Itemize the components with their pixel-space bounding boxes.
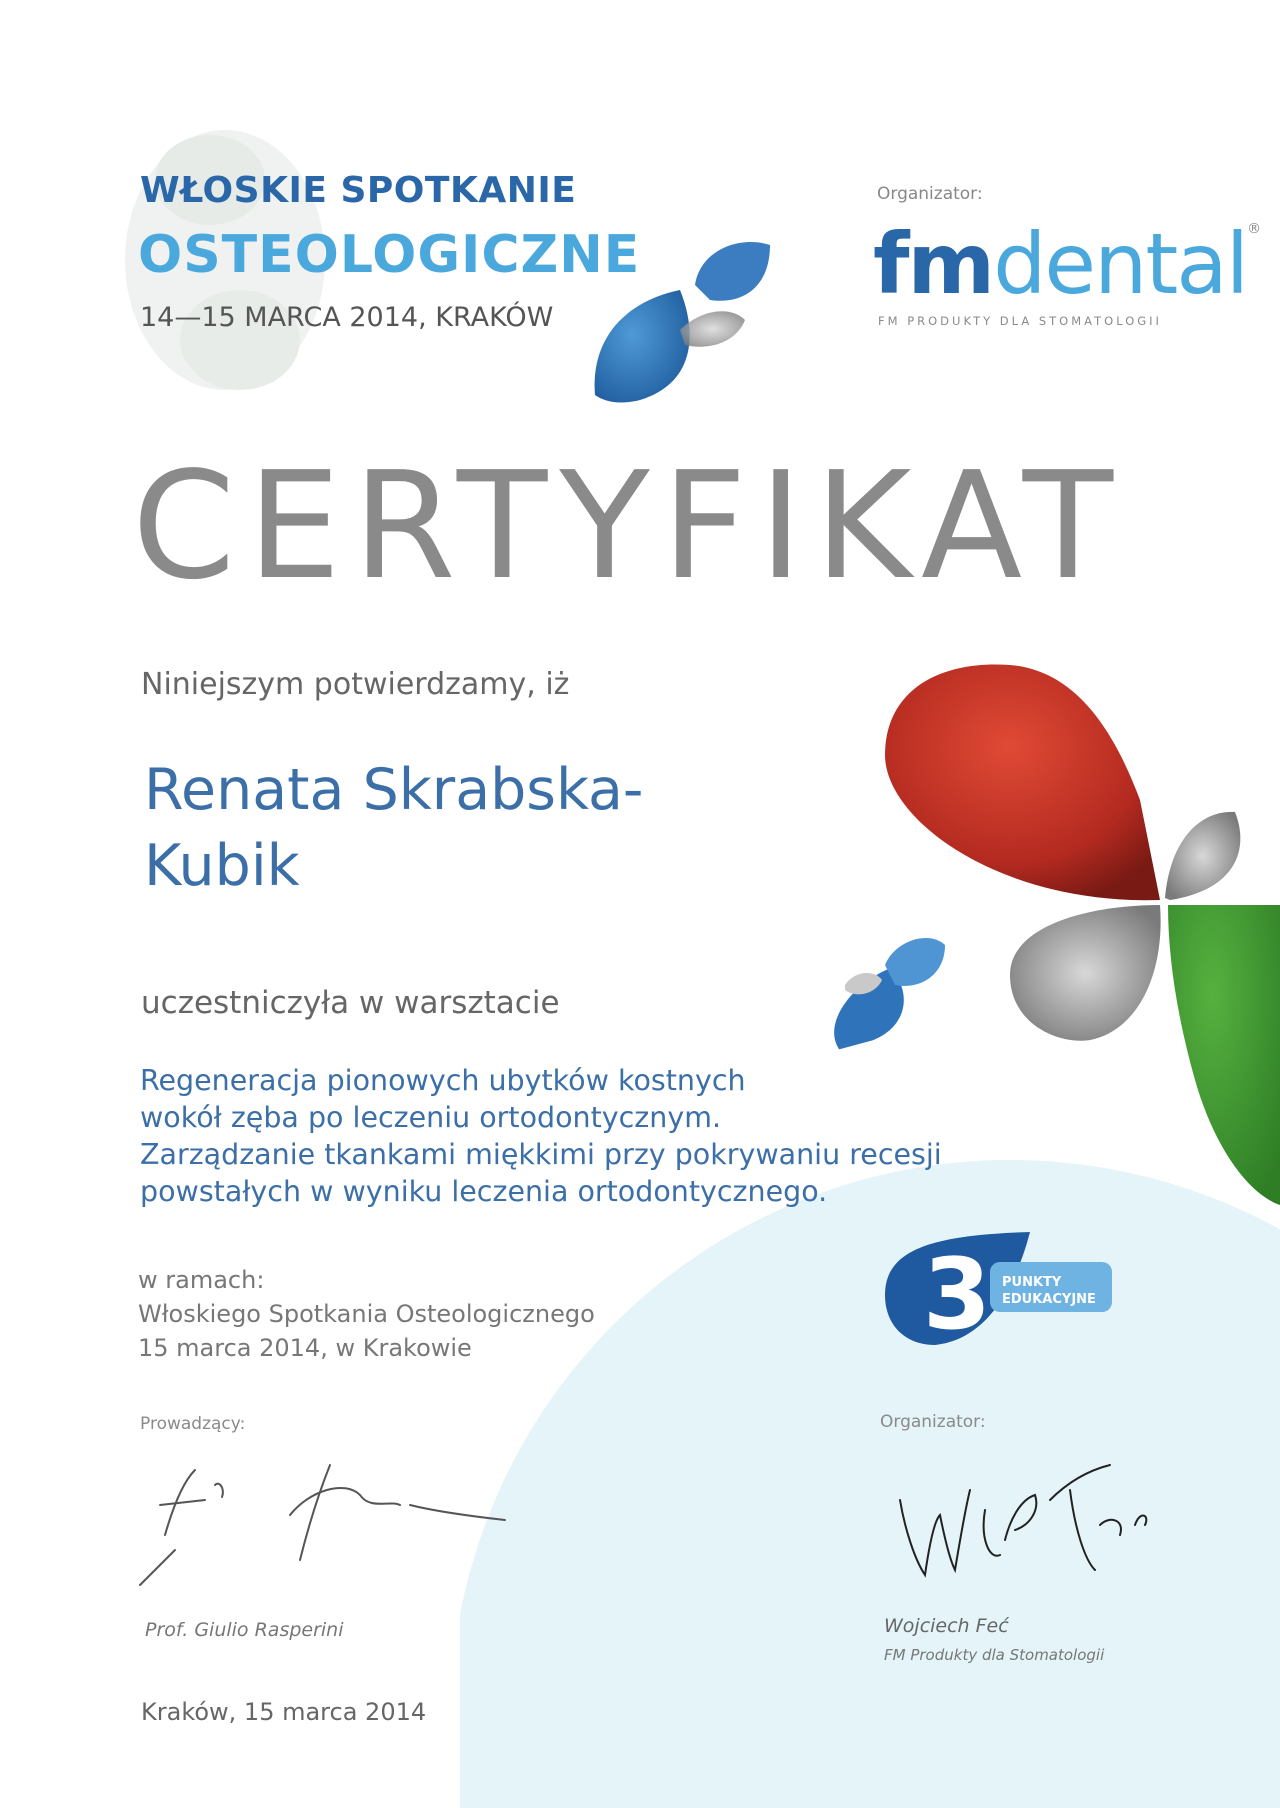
- event-title-line1: WŁOSKIE SPOTKANIE: [140, 170, 577, 211]
- recipient-name-line1: Renata Skrabska-: [144, 757, 644, 823]
- grey-drop-shape-top: [1165, 812, 1240, 900]
- points-label-line2: EDUKACYJNE: [1002, 1292, 1096, 1307]
- logo-subtitle: FM PRODUKTY DLA STOMATOLOGII: [878, 314, 1162, 328]
- event-context: [138, 1263, 595, 1365]
- workshop-line: powstałych w wyniku leczenia ortodontycznego.: [140, 1175, 828, 1208]
- context-line: 15 marca 2014, w Krakowie: [138, 1334, 472, 1362]
- points-label: [1002, 1274, 1096, 1308]
- red-drop-shape: [885, 664, 1160, 900]
- registered-mark: ®: [1247, 221, 1260, 237]
- organizer-label-top: Organizator:: [877, 184, 983, 204]
- intro-text: Niniejszym potwierdzamy, iż: [141, 667, 570, 702]
- small-propeller-shape: [821, 938, 945, 1050]
- event-title-line2: OSTEOLOGICZNE: [138, 225, 641, 285]
- recipient-name: [144, 752, 744, 904]
- organizer-name: Wojciech Feć: [884, 1615, 1009, 1637]
- place-and-date: Kraków, 15 marca 2014: [141, 1698, 427, 1726]
- points-label-line1: PUNKTY: [1002, 1275, 1062, 1290]
- points-number: 3: [922, 1240, 992, 1340]
- context-line: w ramach:: [138, 1266, 265, 1294]
- certificate-title: CERTYFIKAT: [132, 440, 1126, 612]
- organizer-company: FM Produkty dla Stomatologii: [884, 1646, 1105, 1664]
- lecturer-label: Prowadzący:: [140, 1414, 246, 1434]
- workshop-title: [140, 1062, 960, 1210]
- workshop-line: Zarządzanie tkankami miękkimi przy pokrywaniu recesji: [140, 1138, 942, 1171]
- event-date-place: 14—15 MARCA 2014, KRAKÓW: [140, 302, 554, 333]
- green-drop-shape: [1168, 905, 1280, 1205]
- logo-dental-text: dental: [993, 215, 1248, 313]
- grey-drop-shape-bottom: [1010, 905, 1161, 1041]
- organizer-label-bottom: Organizator:: [880, 1412, 986, 1432]
- fmdental-logo: [873, 215, 1260, 313]
- lecturer-name: Prof. Giulio Rasperini: [145, 1619, 344, 1641]
- logo-fm-text: fm: [873, 215, 994, 313]
- participation-text: uczestniczyła w warsztacie: [141, 985, 560, 1021]
- points-number-graphic: [912, 1240, 1002, 1340]
- recipient-name-line2: Kubik: [144, 833, 300, 899]
- workshop-line: Regeneracja pionowych ubytków kostnych: [140, 1064, 746, 1097]
- workshop-line: wokół zęba po leczeniu ortodontycznym.: [140, 1101, 722, 1134]
- context-line: Włoskiego Spotkania Osteologicznego: [138, 1300, 595, 1328]
- pale-circle-shape: [450, 1160, 1280, 1808]
